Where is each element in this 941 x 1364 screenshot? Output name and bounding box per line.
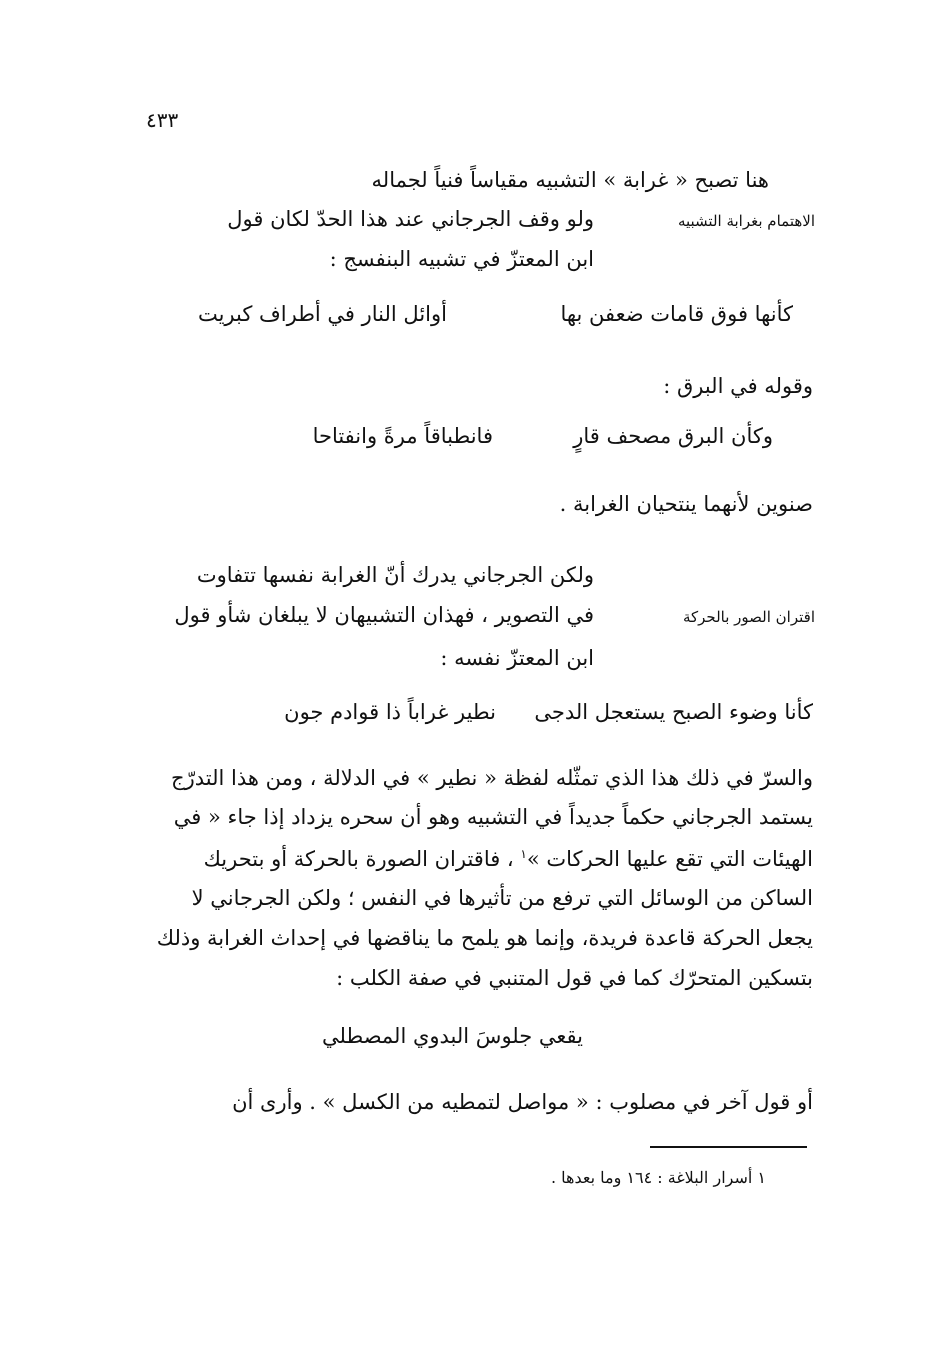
text-span: ، فاقتران الصورة بالحركة أو بتحريك — [203, 847, 514, 871]
text-line: ابن المعتزّ في تشبيه البنفسج : — [329, 247, 594, 271]
text-span: الهيئات التي تقع عليها الحركات » — [526, 847, 813, 871]
text-line: ولكن الجرجاني يدرك أنّ الغرابة نفسها تتفاوت — [196, 563, 594, 587]
verse-hemistich-first: كأنها فوق قامات ضعفن بها — [560, 302, 793, 326]
verse-hemistich-second: فانطباقاً مرةً وانفتاحا — [312, 424, 493, 448]
text-line: صنوين لأنهما ينتحيان الغرابة . — [559, 492, 813, 516]
text-line: ولو وقف الجرجاني عند هذا الحدّ لكان قول — [227, 207, 594, 231]
text-line: ابن المعتزّ نفسه : — [440, 646, 594, 670]
footnote: ١ أسرار البلاغة : ١٦٤ وما بعدها . — [550, 1168, 766, 1187]
text-line: يجعل الحركة قاعدة فريدة، وإنما هو يلمح ما يناقضها في إحداث الغرابة وذلك — [156, 926, 813, 950]
text-line: يستمد الجرجاني حكماً جديداً في التشبيه وهو أن سحره يزداد إذا جاء « في — [173, 805, 813, 829]
text-line: الساكن من الوسائل التي ترفع من تأثيرها في النفس ؛ ولكن الجرجاني لا — [191, 886, 813, 910]
text-line — [204, 848, 813, 870]
text-line: والسرّ في ذلك هذا الذي تمثّله لفظة « نطير » في الدلالة ، ومن هذا التدرّج — [171, 766, 813, 790]
text-line: هنا تصبح « غرابة » التشبيه مقياساً فنياً لجماله — [371, 168, 769, 192]
verse-hemistich-second: نطير غراباً ذا قوادم جون — [284, 700, 496, 724]
margin-note-motion: اقتران الصور بالحركة — [682, 608, 815, 626]
verse-hemistich-first: وكأن البرق مصحف قارٍ — [573, 424, 773, 448]
text-line: بتسكين المتحرّك كما في قول المتنبي في صفة الكلب : — [336, 966, 813, 990]
verse-line: يقعي جلوسَ البدوي المصطلي — [322, 1024, 583, 1048]
verse-hemistich-first: كأنا وضوء الصبح يستعجل الدجى — [534, 700, 813, 724]
text-line: وقوله في البرق : — [663, 374, 813, 398]
margin-note-strangeness: الاهتمام بغرابة التشبيه — [677, 212, 815, 230]
text-line: في التصوير ، فهذان التشبيهان لا يبلغان شأو قول — [174, 603, 594, 627]
verse-hemistich-second: أوائل النار في أطراف كبريت — [197, 302, 447, 326]
footnote-rule — [650, 1146, 807, 1148]
page-number: ٤٣٣ — [146, 108, 179, 132]
text-line: أو قول آخر في مصلوب : « مواصل لتمطيه من الكسل » . وأرى أن — [232, 1090, 813, 1114]
footnote-reference: ١ — [520, 847, 527, 861]
